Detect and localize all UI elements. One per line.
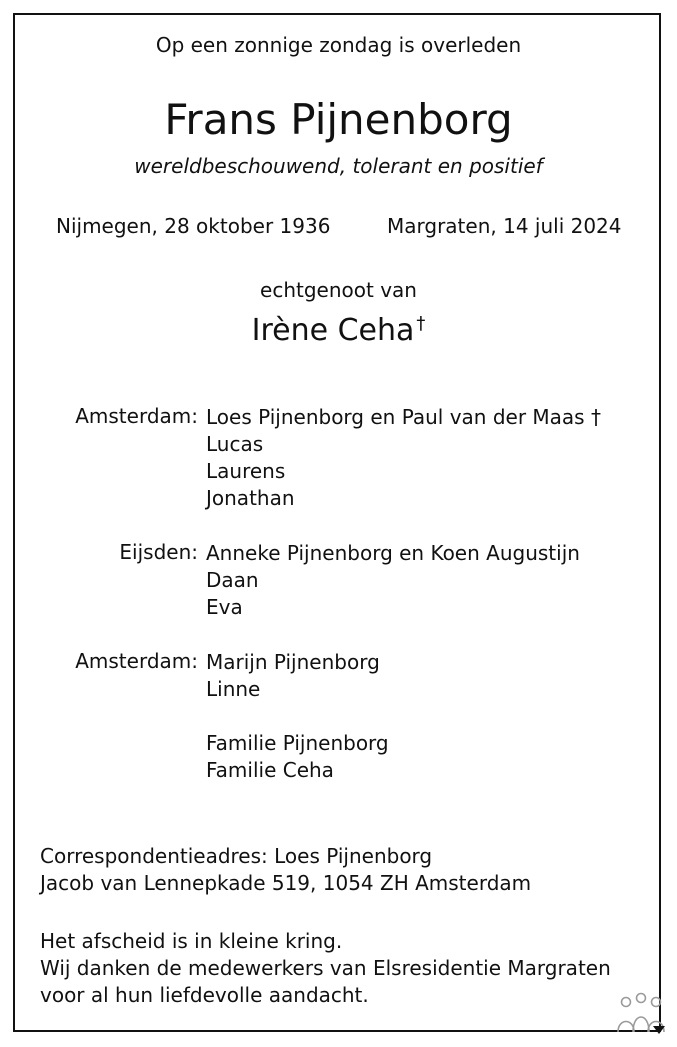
spouse-line — [0, 313, 677, 348]
deceased-name: Frans Pijnenborg — [164, 95, 513, 144]
family-member: Eva — [206, 595, 243, 619]
family-names — [206, 649, 380, 703]
family-place: Amsterdam: — [75, 649, 198, 673]
spouse-name: Irène Ceha — [251, 313, 415, 348]
family-member: Familie Ceha — [206, 758, 334, 782]
correspondence-line: Jacob van Lennepkade 519, 1054 ZH Amsterdam — [40, 871, 532, 895]
correspondence-line: Correspondentieadres: Loes Pijnenborg — [40, 844, 433, 868]
family-member: Daan — [206, 568, 259, 592]
intro-text: Op een zonnige zondag is overleden — [155, 33, 522, 57]
family-member: Lucas — [206, 432, 264, 456]
family-names — [206, 540, 580, 621]
family-place: Amsterdam: — [75, 404, 198, 428]
family-member: Loes Pijnenborg en Paul van der Maas † — [206, 405, 601, 429]
family-place: Eijsden: — [119, 540, 198, 564]
birth-place-date: Nijmegen, 28 oktober 1936 — [56, 214, 331, 238]
closing-line: Het afscheid is in kleine kring. — [40, 929, 343, 953]
people-group-icon — [615, 992, 667, 1036]
closing-line: Wij danken de medewerkers van Elsresidentie Margraten — [40, 956, 611, 980]
family-member: Marijn Pijnenborg — [206, 650, 380, 674]
family-member: Jonathan — [206, 486, 295, 510]
family-names — [206, 730, 389, 784]
closing-line: voor al hun liefdevolle aandacht. — [40, 983, 369, 1007]
correspondence-address — [40, 843, 531, 897]
family-member: Linne — [206, 677, 261, 701]
death-place-date: Margraten, 14 juli 2024 — [387, 214, 622, 238]
motto: wereldbeschouwend, tolerant en positief — [134, 154, 543, 178]
family-names — [206, 404, 601, 512]
cross-icon: † — [416, 313, 426, 334]
family-member: Anneke Pijnenborg en Koen Augustijn — [206, 541, 580, 565]
spouse-label: echtgenoot van — [260, 278, 417, 302]
family-member: Laurens — [206, 459, 286, 483]
family-member: Familie Pijnenborg — [206, 731, 389, 755]
closing-text — [40, 928, 611, 1009]
